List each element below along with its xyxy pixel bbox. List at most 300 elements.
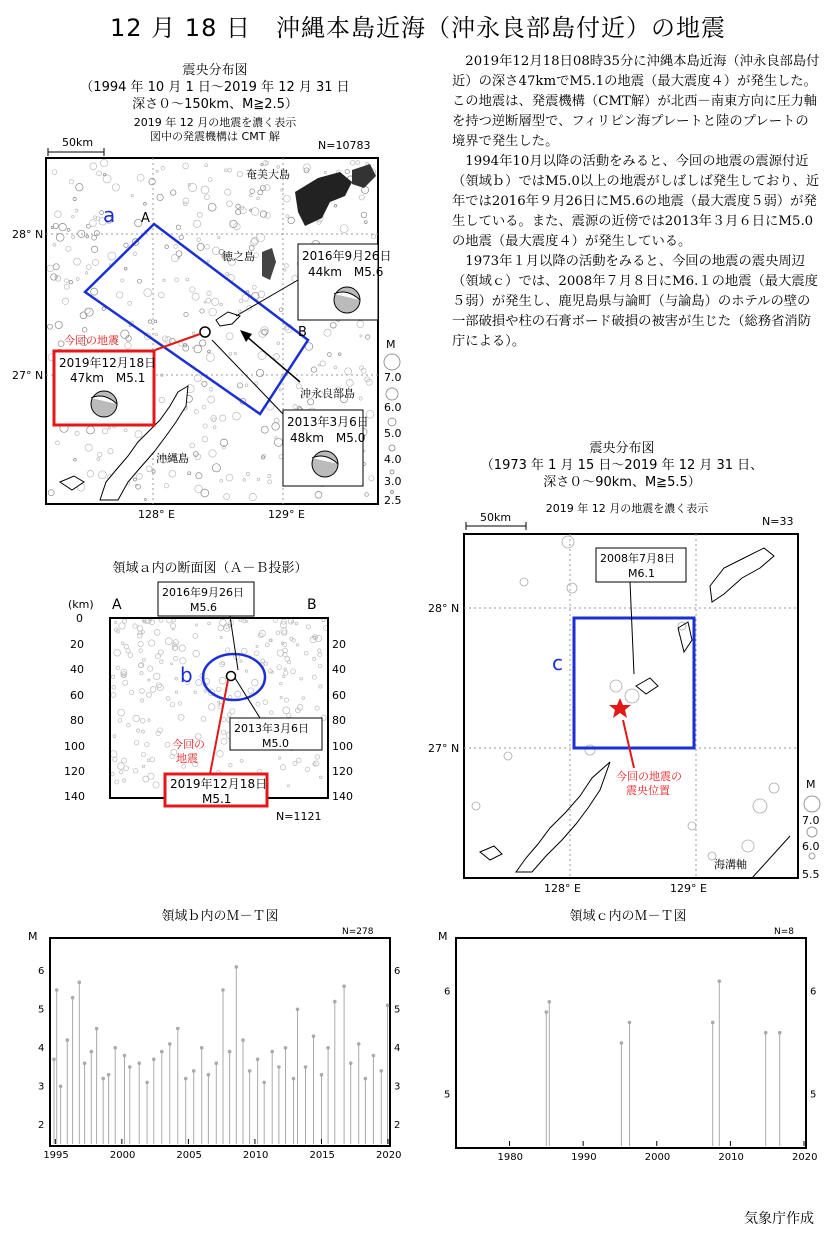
hypocenter-dot xyxy=(196,624,198,626)
epicenter-dot xyxy=(279,308,283,312)
cross-section xyxy=(40,578,410,828)
epicenter-dot xyxy=(201,186,209,194)
mtb-ytick-r-2: 2 xyxy=(394,1119,401,1131)
mtc-ytick-r-6: 6 xyxy=(810,986,817,998)
epicenter-dot xyxy=(102,428,108,434)
epicenter-dot xyxy=(625,689,639,703)
epicenter-dot xyxy=(53,244,56,247)
epicenter-dot xyxy=(76,278,79,281)
epicenter-dot xyxy=(371,234,376,239)
epicenter-dot xyxy=(209,450,216,457)
hypocenter-dot xyxy=(129,690,133,694)
cross-current-label-1: 今回の xyxy=(172,738,205,751)
mt-point xyxy=(320,1073,324,1077)
mtc-ytick-6: 6 xyxy=(444,986,451,998)
mt-point xyxy=(241,1038,245,1042)
epicenter-dot xyxy=(345,368,352,375)
epicenter-dot xyxy=(228,168,232,172)
epicenter-dot xyxy=(108,449,113,454)
epicenter-dot xyxy=(112,184,119,191)
depth-r-120: 120 xyxy=(332,765,353,778)
mtb-xtick-2005: 2005 xyxy=(176,1150,202,1161)
epicenter-dot xyxy=(212,298,219,305)
epicenter-dot xyxy=(769,783,779,793)
hypocenter-dot xyxy=(319,776,322,779)
map2-scale-label: 50km xyxy=(480,511,512,524)
epicenter-dot xyxy=(154,320,157,323)
epicenter-dot xyxy=(207,260,209,262)
mtb-y-axis xyxy=(38,966,400,1131)
mtb-xtick-2010: 2010 xyxy=(242,1150,269,1161)
epicenter-dot xyxy=(520,578,528,586)
epicenter-dot xyxy=(359,397,362,400)
hypocenter-dot xyxy=(261,659,265,663)
epicenter-dot xyxy=(48,490,54,496)
hypocenter-dot xyxy=(228,695,232,699)
depth-r-40: 40 xyxy=(332,663,346,676)
hypocenter-dot xyxy=(208,704,215,711)
mtb-ytick-r-3: 3 xyxy=(394,1081,401,1093)
mt-point xyxy=(228,1050,232,1054)
epicenter-dot xyxy=(562,536,574,548)
hypocenter-dot xyxy=(254,651,259,656)
epicenter-dot xyxy=(64,284,69,289)
mtc-marks xyxy=(510,979,804,1146)
hypocenter-dot xyxy=(218,701,220,703)
map1-lat-28: 28° N xyxy=(12,228,44,241)
cross-end-b: B xyxy=(307,597,317,613)
hypocenter-dot xyxy=(127,723,131,727)
mt-point xyxy=(284,1046,288,1050)
epicenter-dot xyxy=(52,170,57,175)
hypocenter-dot xyxy=(115,780,119,784)
epicenter-dot xyxy=(284,264,288,268)
island-tokunoshima-label: 徳之島 xyxy=(222,250,255,263)
epicenter-dot xyxy=(356,161,360,165)
hypocenter-dot xyxy=(141,752,145,756)
hypocenter-dot xyxy=(193,634,198,639)
hypocenter-dot xyxy=(158,650,163,655)
hypocenter-dot xyxy=(111,675,114,678)
hypocenter-dot xyxy=(239,619,242,622)
hypocenter-dot xyxy=(315,706,319,710)
island-kerama-shape xyxy=(60,476,84,490)
epicenter-dot xyxy=(86,235,89,238)
hypocenter-dot xyxy=(229,764,232,767)
hypocenter-dot xyxy=(148,773,154,779)
page-title: 12 月 18 日 沖縄本島近海（沖永良部島付近）の地震 xyxy=(110,14,726,42)
epicenter-dot xyxy=(365,493,369,497)
epicenter-dot xyxy=(159,292,165,298)
hypocenter-dot xyxy=(318,653,322,657)
mt-point xyxy=(277,1065,281,1069)
hypocenter-dot xyxy=(150,687,156,693)
mt-point xyxy=(256,1058,260,1062)
map2-lat-28: 28° N xyxy=(428,602,460,615)
epicenter-dot xyxy=(317,220,321,224)
epicenter-dot xyxy=(202,405,206,409)
epicenter-dot xyxy=(48,324,53,329)
mt-point xyxy=(628,1021,632,1025)
hypocenter-dot xyxy=(128,653,133,658)
epicenter-dot xyxy=(133,252,137,256)
epicenter-dot xyxy=(250,209,252,211)
epicenter-dot xyxy=(176,225,181,230)
region-c-label: c xyxy=(552,651,563,675)
hypocenter-dot xyxy=(123,779,126,782)
epicenter-dot xyxy=(288,217,295,224)
epicenter-dot xyxy=(364,221,367,224)
epicenter-dot xyxy=(203,424,207,428)
epicenter-dot xyxy=(165,337,172,344)
epicenter-dot xyxy=(279,389,281,391)
hypocenter-dot xyxy=(240,660,242,662)
epicenter-dot xyxy=(286,327,289,330)
cross-box-2019-mag: M5.1 xyxy=(202,792,232,806)
epicenter-dot xyxy=(157,194,163,200)
epicenter-dot xyxy=(136,484,141,489)
epicenter-dot xyxy=(209,388,213,392)
cross-depth-axis-right xyxy=(332,638,353,803)
hypocenter-dot xyxy=(165,742,170,747)
box-2016-detail: 44km M5.6 xyxy=(308,265,384,279)
hypocenter-dot xyxy=(295,622,298,625)
epicenter-dot xyxy=(85,272,88,275)
hypocenter-dot xyxy=(171,663,173,665)
hypocenter-dot xyxy=(178,714,184,720)
depth-r-80: 80 xyxy=(332,714,346,727)
epicenter-dot xyxy=(124,267,127,270)
epicenter-dot xyxy=(283,195,290,202)
hypocenter-dot xyxy=(111,693,116,698)
map2-trench-label: 海溝軸 xyxy=(714,858,747,871)
epicenter-dot xyxy=(249,493,256,500)
hypocenter-dot xyxy=(269,711,273,715)
epicenter-dot xyxy=(176,251,182,257)
hypocenter-dot xyxy=(142,658,145,661)
epicenter-dot xyxy=(205,244,210,249)
epicenter-dot xyxy=(108,427,110,429)
hypocenter-dot xyxy=(113,757,117,761)
hypocenter-dot xyxy=(148,719,151,722)
epicenter-dot xyxy=(261,164,263,166)
hypocenter-dot xyxy=(284,671,288,675)
hypocenter-dot xyxy=(240,759,243,762)
epicenter-dot xyxy=(72,236,75,239)
mt-point xyxy=(192,1069,196,1073)
epicenter-dot xyxy=(251,208,259,216)
epicenter-dot xyxy=(91,246,97,252)
hypocenter-dot xyxy=(153,673,160,680)
epicenter-dot xyxy=(324,329,331,336)
epicenter-dot xyxy=(92,259,98,265)
epicenter-dot xyxy=(610,680,622,692)
hypocenter-dot xyxy=(312,675,316,679)
corner-a-label: A xyxy=(141,211,150,226)
body-text xyxy=(452,52,820,352)
hypocenter-dot xyxy=(293,761,297,765)
hypocenter-dot xyxy=(113,735,116,738)
epicenter-dot xyxy=(69,281,72,284)
mt-point xyxy=(168,1042,172,1046)
depth-r-140: 140 xyxy=(332,790,353,803)
mtc-ytick-5: 5 xyxy=(444,1089,451,1101)
epicenter-dot xyxy=(258,190,263,195)
mtc-xtick-2010: 2010 xyxy=(718,1152,744,1163)
mt-point xyxy=(326,1046,330,1050)
hypocenter-dot xyxy=(208,622,211,625)
epicenter-dot xyxy=(236,204,240,208)
hypocenter-dot xyxy=(221,717,226,722)
epicenter-dot xyxy=(212,247,220,255)
box-2013-detail: 48km M5.0 xyxy=(290,431,366,445)
epicenter-dot xyxy=(226,333,233,340)
cross-box-2013-mag: M5.0 xyxy=(262,737,289,750)
mt-point xyxy=(71,996,75,1000)
epicenter-dot xyxy=(237,383,242,388)
epicenter-dot xyxy=(334,204,337,207)
epicenter-dot xyxy=(220,303,223,306)
depth-40: 40 xyxy=(70,663,84,676)
epicenter-dot xyxy=(212,464,220,472)
epicenter-dot xyxy=(208,396,215,403)
mtb-ytick-2: 2 xyxy=(38,1119,45,1131)
map2-lat-27: 27° N xyxy=(428,742,460,755)
mt-point xyxy=(545,1010,549,1014)
hypocenter-dot xyxy=(110,751,117,758)
epicenter-dot xyxy=(171,190,176,195)
epicenter-dot xyxy=(102,307,105,310)
map2-okinawa-coast xyxy=(516,762,610,872)
epicenter-dot xyxy=(121,330,129,338)
map1-n: N=10783 xyxy=(318,139,371,152)
hypocenter-dot xyxy=(217,751,224,758)
mtb-caption: 領域ｂ内のＭ－Ｔ図 xyxy=(161,909,279,924)
hypocenter-dot xyxy=(318,649,322,653)
map2-mag-6: 6.0 xyxy=(802,840,820,853)
epicenter-dot xyxy=(163,279,166,282)
map2-mag-5-5: 5.5 xyxy=(802,868,820,881)
epicenter-dot xyxy=(265,213,271,219)
depth-140: 140 xyxy=(64,790,85,803)
epicenter-dot xyxy=(97,452,102,457)
epicenter-dot xyxy=(192,293,199,300)
cross-n: N=1121 xyxy=(276,810,322,823)
hypocenter-dot xyxy=(122,619,126,623)
map1-subcaption-1: 2019 年 12 月の地震を濃く表示 xyxy=(133,116,297,129)
epicenter-dot xyxy=(164,484,168,488)
epicenter-dot xyxy=(567,583,577,593)
epicenter-dot xyxy=(206,353,214,361)
map1-mag-6: 6.0 xyxy=(384,401,402,414)
epicenter-dot xyxy=(200,309,204,313)
epicenter-dot xyxy=(64,279,68,283)
epicenter-dot xyxy=(194,375,201,382)
epicenter-dot xyxy=(260,211,266,217)
hypocenter-dot xyxy=(256,702,260,706)
epicenter-dot xyxy=(175,278,179,282)
epicenter-dot xyxy=(189,183,197,191)
mt-point xyxy=(386,1004,390,1008)
mt-point xyxy=(778,1031,782,1035)
epicenter-dot xyxy=(504,752,512,760)
hypocenter-dot xyxy=(175,691,177,693)
epicenter-dot xyxy=(138,279,142,283)
epicenter-dot xyxy=(366,162,369,165)
hypocenter-dot xyxy=(306,625,310,629)
epicenter-dot xyxy=(69,180,73,184)
epicenter-dot xyxy=(194,410,198,414)
hypocenter-dot xyxy=(283,675,285,677)
epicenter-dot xyxy=(328,353,332,357)
cross-end-a: A xyxy=(112,597,122,613)
epicenter-dot xyxy=(220,480,223,483)
hypocenter-dot xyxy=(264,662,267,665)
epicenter-dot xyxy=(85,308,90,313)
hypocenter-dot xyxy=(146,692,151,697)
hypocenter-dot xyxy=(278,757,280,759)
epicenter-dot xyxy=(222,445,226,449)
map1-mag-2-5: 2.5 xyxy=(384,494,402,507)
epicenter-dot xyxy=(361,212,367,218)
epicenter-dot xyxy=(207,291,211,295)
hypocenter-dot xyxy=(225,648,229,652)
map1-caption-title: 震央分布図 xyxy=(182,63,248,78)
hypocenter-dot xyxy=(133,715,140,722)
hypocenter-dot xyxy=(137,729,140,732)
epicenter-dot xyxy=(190,287,195,292)
hypocenter-dot xyxy=(148,666,153,671)
island-okinoerabu-label: 沖永良部島 xyxy=(300,387,355,400)
epicenter-dot xyxy=(192,332,195,335)
epicenter-dot xyxy=(688,822,696,830)
hypocenter-dot xyxy=(160,660,163,663)
epicenter-dot xyxy=(472,802,480,810)
epicenter-dot xyxy=(184,312,188,316)
cross-section-hypocenters xyxy=(110,617,328,791)
epicenter-dot xyxy=(250,194,253,197)
mt-point xyxy=(248,1069,252,1073)
epicenter-dot xyxy=(263,161,268,166)
map1-caption xyxy=(50,62,380,113)
mtb-xtick-2015: 2015 xyxy=(309,1150,335,1161)
map2-mag-7: 7.0 xyxy=(802,814,820,827)
map2-mag-legend-title: M xyxy=(806,778,816,791)
mtc-n: N=8 xyxy=(774,927,794,937)
epicenter-dot xyxy=(85,444,92,451)
epicenter-dot xyxy=(350,161,355,166)
mt-point xyxy=(292,1077,296,1081)
hypocenter-dot xyxy=(166,697,170,701)
epicenter-dot xyxy=(56,441,60,445)
epicenter-dot xyxy=(196,473,202,479)
hypocenter-dot xyxy=(201,717,206,722)
epicenter-dot xyxy=(97,171,102,176)
mtb-xtick-2020: 2020 xyxy=(376,1150,402,1161)
epicenter-dot xyxy=(218,236,221,239)
epicenter-dot xyxy=(264,185,270,191)
epicenter-dot xyxy=(753,799,767,813)
depth-60: 60 xyxy=(70,689,84,702)
mt-point xyxy=(620,1041,624,1045)
hypocenter-dot xyxy=(116,666,119,669)
depth-r-20: 20 xyxy=(332,638,346,651)
mt-point xyxy=(152,1058,156,1062)
hypocenter-dot xyxy=(194,691,197,694)
epicenter-dot xyxy=(204,301,206,303)
map2-box-2008-mag: M6.1 xyxy=(628,567,655,580)
map2-current-label-2: 震央位置 xyxy=(626,784,670,797)
epicenter-dot xyxy=(124,243,128,247)
hypocenter-dot xyxy=(122,758,127,763)
hypocenter-dot xyxy=(138,641,143,646)
mtb-ytick-r-5: 5 xyxy=(394,1004,401,1016)
hypocenter-dot xyxy=(245,670,247,672)
epicenter-dot xyxy=(87,426,95,434)
mtb-x-axis xyxy=(43,1150,401,1161)
mtc-xtick-1980: 1980 xyxy=(497,1152,523,1163)
epicenter-dot xyxy=(261,426,268,433)
epicenter-dot xyxy=(742,840,754,852)
hypocenter-dot xyxy=(277,665,282,670)
epicenter-dot xyxy=(85,308,93,316)
hypocenter-dot xyxy=(304,651,308,655)
epicenter-dot xyxy=(334,366,337,369)
mt-point xyxy=(304,1065,308,1069)
mtb-xtick-1995: 1995 xyxy=(43,1150,69,1161)
map2-okinoerabu-coast xyxy=(636,678,658,694)
epicenter-dot xyxy=(188,472,191,475)
epicenter-dot xyxy=(89,220,96,227)
map2-caption-title: 震央分布図 xyxy=(589,441,655,456)
epicenter-dot xyxy=(204,195,209,200)
epicenter-dot xyxy=(51,274,57,280)
epicenter-dot xyxy=(53,223,58,228)
region-a-label: a xyxy=(103,203,116,227)
mtb-xtick-2000: 2000 xyxy=(109,1150,136,1161)
hypocenter-dot xyxy=(134,740,139,745)
cross-box-2016-date: 2016年9月26日 xyxy=(162,586,244,599)
epicenter-dot xyxy=(165,245,169,249)
map2-current-label-1: 今回の地震の xyxy=(616,770,682,783)
epicenter-dot xyxy=(97,458,100,461)
mt-point xyxy=(262,1081,266,1085)
cross-unit: (km) xyxy=(68,598,94,611)
epicenter-dot xyxy=(56,234,64,242)
cross-box-2016-mag: M5.6 xyxy=(190,601,217,614)
epicenter-dot xyxy=(94,231,99,236)
mtb-chart xyxy=(20,924,410,1174)
hypocenter-dot xyxy=(111,773,114,776)
current-quake-marker xyxy=(200,327,210,337)
hypocenter-dot xyxy=(319,685,322,688)
depth-0: 0 xyxy=(76,612,83,625)
epicenter-dot xyxy=(82,328,87,333)
epicenter-dot xyxy=(224,169,227,172)
epicenter-dot xyxy=(144,499,146,501)
epicenter-dot xyxy=(272,423,280,431)
hypocenter-dot xyxy=(140,672,143,675)
epicenter-dot xyxy=(59,223,66,230)
mt-point xyxy=(711,1021,715,1025)
epicenter-dot xyxy=(246,472,249,475)
map1-scale-label: 50km xyxy=(62,136,94,149)
epicenter-dot xyxy=(125,343,131,349)
box-2013-leader xyxy=(212,340,283,414)
map1-mag-5: 5.0 xyxy=(384,427,402,440)
island-tokunoshima-shape xyxy=(262,248,276,280)
hypocenter-dot xyxy=(179,645,185,651)
